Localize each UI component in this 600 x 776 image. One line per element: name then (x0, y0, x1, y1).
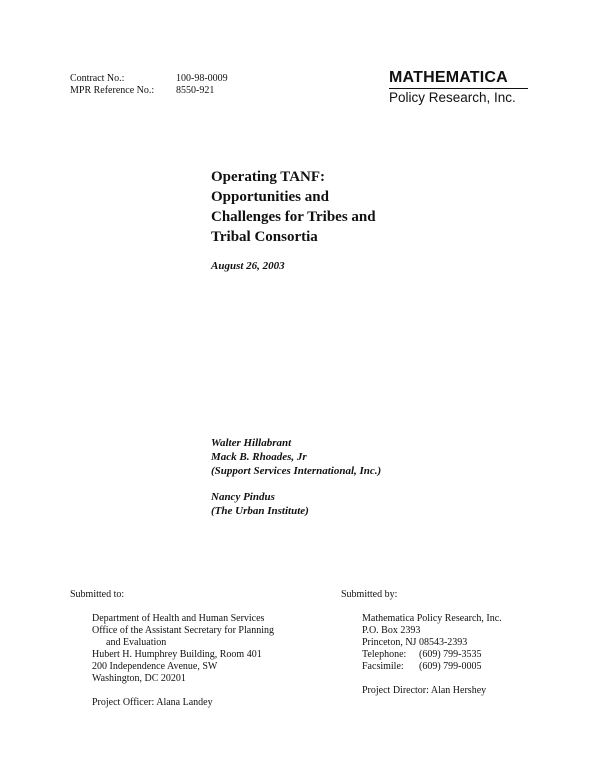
facsimile-value: (609) 799-0005 (419, 661, 482, 672)
logo-subtitle: Policy Research, Inc. (389, 90, 516, 105)
submitted-to-label: Submitted to: (70, 589, 125, 600)
address-line: Princeton, NJ 08543-2393 (362, 637, 468, 648)
title-line: Operating TANF: (211, 169, 326, 185)
address-line: Mathematica Policy Research, Inc. (362, 613, 502, 624)
telephone-label: Telephone: (362, 649, 407, 660)
address-line: P.O. Box 2393 (362, 625, 421, 636)
mpr-reference-value: 8550-921 (176, 85, 215, 96)
facsimile-label: Facsimile: (362, 661, 404, 672)
mpr-reference-label: MPR Reference No.: (70, 85, 155, 96)
report-date: August 26, 2003 (211, 260, 285, 272)
telephone-line (362, 649, 502, 661)
author-affiliation: (The Urban Institute) (211, 505, 309, 517)
project-officer: Project Officer: Alana Landey (92, 697, 213, 708)
submitted-by-label: Submitted by: (341, 589, 398, 600)
address-line: and Evaluation (106, 637, 167, 648)
author-name: Walter Hillabrant (211, 437, 292, 449)
title-line: Opportunities and (211, 189, 329, 205)
address-line: Washington, DC 20201 (92, 673, 186, 684)
mathematica-logo (389, 69, 529, 106)
author-name: Mack B. Rhoades, Jr (211, 451, 307, 463)
submitted-by-address (362, 613, 502, 697)
report-title (211, 167, 451, 247)
logo-wordmark: MATHEMATICA (389, 69, 508, 86)
submitted-to-address (92, 613, 274, 709)
project-director: Project Director: Alan Hershey (362, 685, 487, 696)
telephone-value: (609) 799-3535 (419, 649, 482, 660)
address-line: Hubert H. Humphrey Building, Room 401 (92, 649, 262, 660)
title-line: Tribal Consortia (211, 229, 318, 245)
authors-block (211, 436, 381, 518)
contract-labels (70, 73, 154, 97)
title-line: Challenges for Tribes and (211, 209, 376, 225)
contract-values (176, 73, 228, 97)
address-line: 200 Independence Avenue, SW (92, 661, 218, 672)
contract-no-label: Contract No.: (70, 73, 125, 84)
address-line: Department of Health and Human Services (92, 613, 265, 624)
facsimile-line (362, 661, 502, 673)
author-name: Nancy Pindus (211, 491, 275, 503)
address-line: Office of the Assistant Secretary for Planning (92, 625, 274, 636)
logo-divider (389, 88, 528, 89)
author-affiliation: (Support Services International, Inc.) (211, 465, 382, 477)
contract-no-value: 100-98-0009 (176, 73, 228, 84)
